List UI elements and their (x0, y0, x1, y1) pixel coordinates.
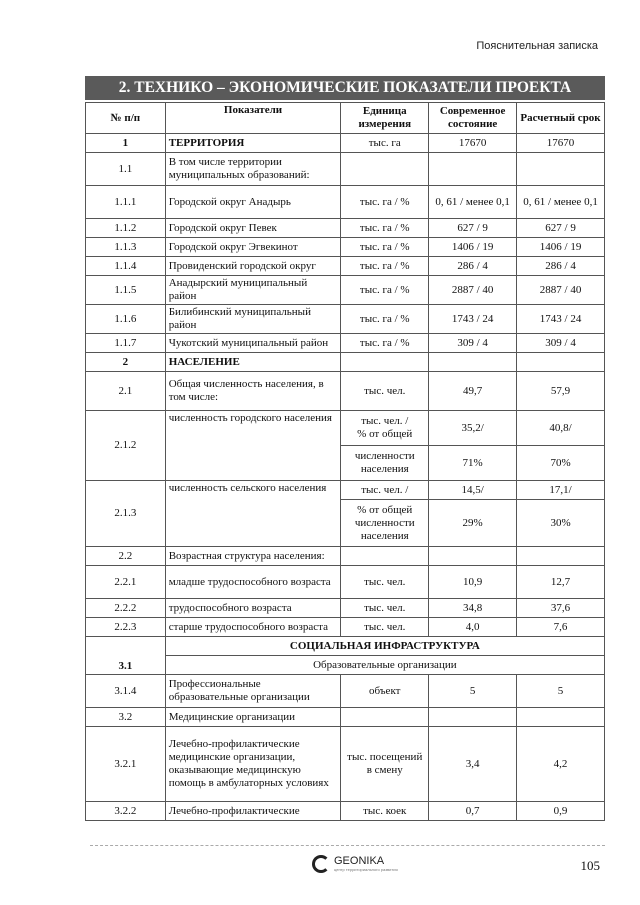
row-number: 2.1.2 (86, 411, 166, 481)
row-planned-value: 1406 / 19 (517, 238, 605, 257)
row-number: 1.1.5 (86, 276, 166, 305)
row-indicator: Общая численность населения, в том числе: (165, 372, 341, 411)
geonika-logo-icon (312, 855, 330, 873)
row-indicator: НАСЕЛЕНИЕ (165, 353, 341, 372)
col-header-now: Современное состояние (429, 103, 517, 134)
table-row (86, 353, 605, 372)
row-current-value: 3,4 (429, 727, 517, 802)
row-number: 2.2 (86, 547, 166, 566)
row-planned-value: 2887 / 40 (517, 276, 605, 305)
row-indicator: численность сельского населения (165, 481, 341, 547)
section-heading: СОЦИАЛЬНАЯ ИНФРАСТРУКТУРА (165, 637, 604, 656)
row-unit: численности населения (341, 446, 429, 481)
row-current-value (429, 547, 517, 566)
row-planned-value: 12,7 (517, 566, 605, 599)
row-current-value: 627 / 9 (429, 219, 517, 238)
row-indicator: Городской округ Певек (165, 219, 341, 238)
row-unit: объект (341, 675, 429, 708)
table-row (86, 637, 605, 656)
document-header-note: Пояснительная записка (476, 40, 598, 52)
row-planned-value: 17,1/ (517, 481, 605, 500)
table-row (86, 372, 605, 411)
footer-divider (90, 845, 605, 846)
row-unit (341, 353, 429, 372)
row-planned-value: 57,9 (517, 372, 605, 411)
row-number: 2.1 (86, 372, 166, 411)
row-current-value: 10,9 (429, 566, 517, 599)
row-current-value: 35,2/ (429, 411, 517, 446)
row-unit: тыс. чел. (341, 618, 429, 637)
row-number: 2.1.3 (86, 481, 166, 547)
table-row (86, 618, 605, 637)
row-unit (341, 153, 429, 186)
row-indicator: Анадырский муниципальный район (165, 276, 341, 305)
row-current-value: 71% (429, 446, 517, 481)
table-row (86, 219, 605, 238)
row-planned-value: 286 / 4 (517, 257, 605, 276)
row-current-value (429, 353, 517, 372)
row-current-value: 0,7 (429, 802, 517, 821)
table-row (86, 566, 605, 599)
row-current-value (429, 708, 517, 727)
table-row (86, 802, 605, 821)
row-unit: тыс. га / % (341, 238, 429, 257)
row-unit: тыс. чел. (341, 566, 429, 599)
table-row (86, 727, 605, 802)
row-current-value: 309 / 4 (429, 334, 517, 353)
row-planned-value: 309 / 4 (517, 334, 605, 353)
row-number: 1.1.2 (86, 219, 166, 238)
page-number: 105 (580, 858, 600, 873)
row-current-value: 4,0 (429, 618, 517, 637)
row-planned-value: 40,8/ (517, 411, 605, 446)
indicators-table (85, 102, 605, 821)
row-indicator: Провиденский городской округ (165, 257, 341, 276)
row-number: 2.2.3 (86, 618, 166, 637)
row-number: 2.2.1 (86, 566, 166, 599)
row-number: 1 (86, 134, 166, 153)
row-current-value: 14,5/ (429, 481, 517, 500)
row-unit: тыс. га / % (341, 257, 429, 276)
row-indicator: Чукотский муниципальный район (165, 334, 341, 353)
row-number: 1.1.1 (86, 186, 166, 219)
row-planned-value: 7,6 (517, 618, 605, 637)
table-row (86, 186, 605, 219)
row-planned-value: 17670 (517, 134, 605, 153)
table-row (86, 257, 605, 276)
col-header-num: № п/п (86, 103, 166, 134)
row-current-value: 5 (429, 675, 517, 708)
row-unit: тыс. га / % (341, 276, 429, 305)
row-number: 1.1.7 (86, 334, 166, 353)
row-unit (341, 547, 429, 566)
row-number: 3.2 (86, 708, 166, 727)
row-number: 1.1.3 (86, 238, 166, 257)
section-title: 2. ТЕХНИКО – ЭКОНОМИЧЕСКИЕ ПОКАЗАТЕЛИ ПРОЕКТА (85, 76, 605, 100)
table-row (86, 547, 605, 566)
row-number: 3.1 (86, 637, 166, 675)
row-unit: тыс. га (341, 134, 429, 153)
table-row (86, 305, 605, 334)
row-planned-value: 70% (517, 446, 605, 481)
table-row (86, 153, 605, 186)
row-number: 3.1.4 (86, 675, 166, 708)
row-number: 1.1.6 (86, 305, 166, 334)
row-indicator: Городской округ Анадырь (165, 186, 341, 219)
row-planned-value (517, 153, 605, 186)
row-indicator: Лечебно-профилактические медицинские организации, оказывающие медицинскую помощь в амбулаторных условиях (165, 727, 341, 802)
row-indicator: младше трудоспособного возраста (165, 566, 341, 599)
row-unit: тыс. чел. (341, 599, 429, 618)
table-row (86, 276, 605, 305)
table-row (86, 411, 605, 446)
row-current-value: 1406 / 19 (429, 238, 517, 257)
row-number: 2 (86, 353, 166, 372)
row-indicator: ТЕРРИТОРИЯ (165, 134, 341, 153)
row-indicator: Городской округ Эгвекинот (165, 238, 341, 257)
row-planned-value (517, 708, 605, 727)
row-unit: тыс. посещений в смену (341, 727, 429, 802)
row-unit: % от общей численности населения (341, 500, 429, 547)
row-indicator: старше трудоспособного возраста (165, 618, 341, 637)
row-planned-value: 37,6 (517, 599, 605, 618)
row-planned-value (517, 547, 605, 566)
row-number: 3.2.2 (86, 802, 166, 821)
row-unit (341, 708, 429, 727)
row-unit: тыс. га / % (341, 186, 429, 219)
table-row (86, 481, 605, 500)
table-row (86, 675, 605, 708)
row-indicator: Профессиональные образовательные организации (165, 675, 341, 708)
table-header-row (86, 103, 605, 134)
row-planned-value: 30% (517, 500, 605, 547)
row-number: 1.1.4 (86, 257, 166, 276)
row-current-value: 2887 / 40 (429, 276, 517, 305)
row-current-value: 34,8 (429, 599, 517, 618)
row-unit: тыс. коек (341, 802, 429, 821)
logo-subtitle: центр территориального развития (334, 867, 398, 872)
row-current-value (429, 153, 517, 186)
row-number: 3.2.1 (86, 727, 166, 802)
row-current-value: 1743 / 24 (429, 305, 517, 334)
row-unit (341, 411, 429, 446)
row-number: 2.2.2 (86, 599, 166, 618)
col-header-plan: Расчетный срок (517, 103, 605, 134)
row-planned-value: 627 / 9 (517, 219, 605, 238)
row-unit: тыс. га / % (341, 219, 429, 238)
table-row (86, 708, 605, 727)
row-number: 1.1 (86, 153, 166, 186)
row-indicator: В том числе территории муниципальных образований: (165, 153, 341, 186)
row-planned-value (517, 353, 605, 372)
table-row (86, 334, 605, 353)
row-planned-value: 0, 61 / менее 0,1 (517, 186, 605, 219)
row-current-value: 286 / 4 (429, 257, 517, 276)
row-planned-value: 0,9 (517, 802, 605, 821)
unit-line: тыс. чел. / (361, 415, 409, 427)
row-indicator: трудоспособного возраста (165, 599, 341, 618)
col-header-unit: Единица измерения (341, 103, 429, 134)
row-current-value: 17670 (429, 134, 517, 153)
row-current-value: 0, 61 / менее 0,1 (429, 186, 517, 219)
row-indicator: Медицинские организации (165, 708, 341, 727)
row-planned-value: 4,2 (517, 727, 605, 802)
row-indicator: Возрастная структура населения: (165, 547, 341, 566)
table-row (86, 238, 605, 257)
col-header-indicator: Показатели (165, 103, 341, 134)
row-unit: тыс. га / % (341, 305, 429, 334)
unit-line: % от общей (357, 428, 413, 440)
row-planned-value: 1743 / 24 (517, 305, 605, 334)
company-logo (312, 855, 398, 873)
table-row (86, 599, 605, 618)
table-row (86, 134, 605, 153)
row-unit: тыс. га / % (341, 334, 429, 353)
row-planned-value: 5 (517, 675, 605, 708)
row-indicator: Лечебно-профилактические (165, 802, 341, 821)
logo-text: GEONIKA (334, 855, 385, 867)
row-current-value: 49,7 (429, 372, 517, 411)
row-current-value: 29% (429, 500, 517, 547)
row-unit: тыс. чел. (341, 372, 429, 411)
row-indicator: Билибинский муниципальный район (165, 305, 341, 334)
row-indicator: численность городского населения (165, 411, 341, 481)
section-subheading: Образовательные организации (165, 656, 604, 675)
row-unit: тыс. чел. / (341, 481, 429, 500)
